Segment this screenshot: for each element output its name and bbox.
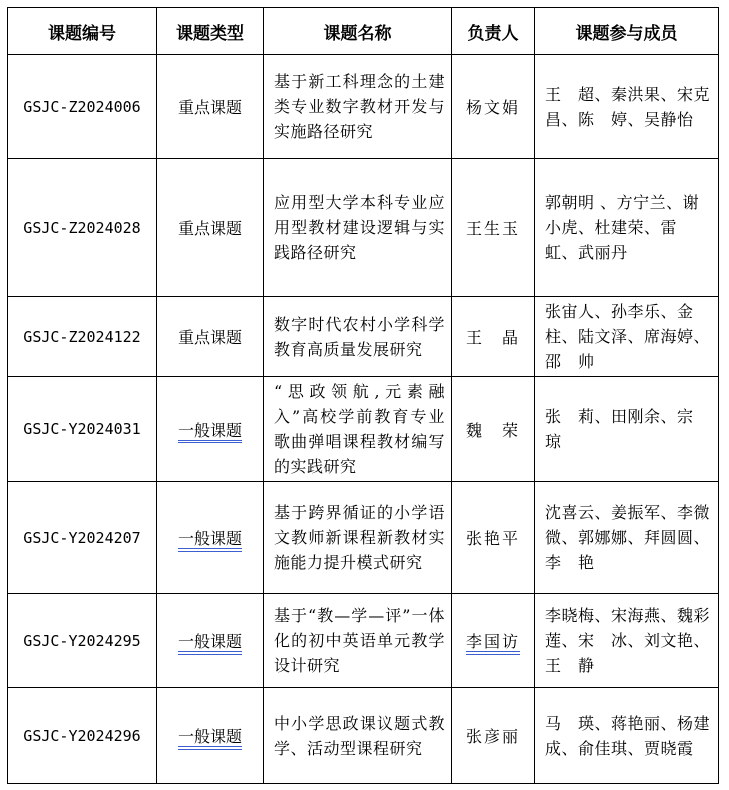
project-code: GSJC-Z2024028: [8, 159, 157, 297]
table-row: [8, 297, 719, 377]
project-type: 一般课题: [177, 420, 242, 440]
header-type: 课题类型: [157, 8, 264, 55]
project-members: 李晓梅、宋海燕、魏彩莲、宋 冰、刘文艳、王 静: [535, 594, 719, 688]
project-title: 基于新工科理念的土建类专业数字教材开发与实施路径研究: [264, 55, 452, 159]
project-type: 重点课题: [177, 219, 242, 238]
project-code: GSJC-Z2024006: [8, 55, 157, 159]
table-row: [8, 377, 719, 482]
project-members: 马 瑛、蒋艳丽、杨建成、俞佳琪、贾晓霞: [535, 688, 719, 784]
project-leader: 张艳平: [465, 529, 520, 548]
project-leader: 杨文娟: [465, 98, 520, 117]
project-code: GSJC-Y2024296: [8, 688, 157, 784]
project-members: 张 莉、田刚余、宗 琼: [535, 377, 719, 482]
project-members: 郭朝明 、方宁兰、谢小虎、杜建荣、雷 虹、武丽丹: [535, 159, 719, 297]
project-title: 基于“教—学—评”一体化的初中英语单元教学设计研究: [264, 594, 452, 688]
table-row: [8, 594, 719, 688]
project-title: 数字时代农村小学科学教育高质量发展研究: [264, 297, 452, 377]
project-title: 应用型大学本科专业应用型教材建设逻辑与实践路径研究: [264, 159, 452, 297]
table-row: [8, 55, 719, 159]
table-row: [8, 688, 719, 784]
project-title: “思政领航,元素融入”高校学前教育专业歌曲弹唱课程教材编写的实践研究: [264, 377, 452, 482]
header-leader: 负责人: [452, 8, 535, 55]
project-leader: 王 晶: [465, 328, 520, 347]
project-members: 王 超、秦洪果、宋克昌、陈 婷、吴静怡: [535, 55, 719, 159]
project-table: [7, 7, 719, 784]
project-leader: 王生玉: [465, 219, 520, 238]
project-type: 重点课题: [177, 98, 242, 117]
header-members: 课题参与成员: [535, 8, 719, 55]
header-row: [8, 8, 719, 55]
project-code: GSJC-Z2024122: [8, 297, 157, 377]
table-row: [8, 482, 719, 594]
project-leader: 李国访: [465, 632, 520, 651]
project-members: 张宙人、孙李乐、金 柱、陆文泽、席海婷、邵 帅: [535, 297, 719, 377]
document-page: [7, 7, 719, 784]
project-leader: 魏 荣: [465, 420, 520, 440]
project-title: 基于跨界循证的小学语文教师新课程新教材实施能力提升模式研究: [264, 482, 452, 594]
table-row: [8, 159, 719, 297]
project-type: 一般课题: [177, 632, 242, 651]
project-title: 中小学思政课议题式教学、活动型课程研究: [264, 688, 452, 784]
project-leader: 张彦丽: [465, 727, 520, 746]
project-members: 沈喜云、姜振军、李微微、郭娜娜、拜圆圆、李 艳: [535, 482, 719, 594]
project-code: GSJC-Y2024295: [8, 594, 157, 688]
header-title: 课题名称: [264, 8, 452, 55]
project-type: 一般课题: [177, 727, 242, 746]
project-type: 重点课题: [177, 328, 242, 347]
project-code: GSJC-Y2024031: [8, 377, 157, 482]
project-type: 一般课题: [177, 529, 242, 548]
header-code: 课题编号: [8, 8, 157, 55]
project-code: GSJC-Y2024207: [8, 482, 157, 594]
